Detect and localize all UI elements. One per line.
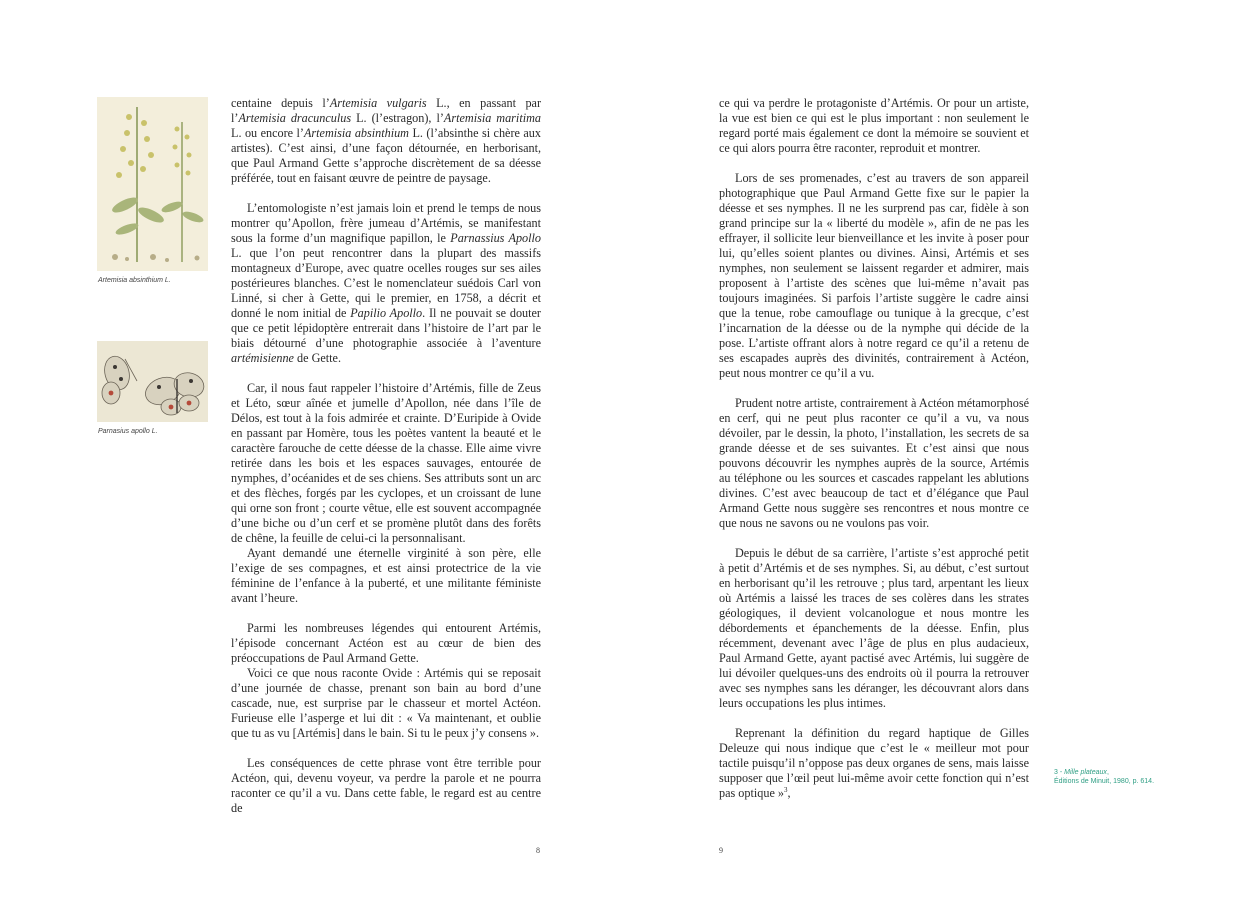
footnote-reference: 3 [784,785,788,794]
paragraph: Lors de ses promenades, c’est au travers de son appareil photographique que Paul Armand Gette fixe sur le papier la déesse et ses nymphes. Il ne les surprend pas car, fidèle à son grand principe sur la « liberté du modèle », afin de ne pas les effrayer, il sollicite leur bienveillance et les invite à poser pour lui, qu’elles soient plantes ou divines. Ainsi, Artémis et ses nymphes, non seulement se laissent regarder et admirer, mais proposent à l’artiste des scènes que lui-même n’avait pas toujours imaginées. Si parfois l’artiste suggère le cadre ainsi que la tenue, robe camouflage ou tunique à la grecque, c’est l’incarnation de la déesse ou de la nymphe qui décide de la pose. L’artiste offrant alors à notre regard ce qu’il a retenu de ses escapades auprès des divinités, contrairement à Actéon, peut nous montrer ce qu’il a vu. [719,171,1029,380]
right-page [629,0,1259,905]
page-number: 9 [719,846,723,855]
paragraph: Car, il nous faut rappeler l’histoire d’Artémis, fille de Zeus et Léto, sœur aînée et jumelle d’Apollon, née dans l’île de Délos, est tout à la fois admirée et crainte. D’Euripide à Ovide en passant par Homère, tous les poètes vantent la beauté et le caractère farouche de cette déesse de la chasse. Elle aime vivre retirée dans les bois et les espaces sauvages, entourée de nymphes, d’océanides et de ses chiens. Ses attributs sont un arc et des flèches, forgés par les cyclopes, et un croissant de lune qui orne son front ; courte vêtue, elle est souvent accompagnée d’une biche ou d’un cerf et se promène plutôt dans des forêts de chêne, la feuille de celui-ci la personnalisant. [231,381,541,545]
paragraph: Voici ce que nous raconte Ovide : Artémis qui se reposait d’une journée de chasse, prenant son bain au bord d’une cascade, nue, est surprise par le chasseur et mortel Actéon. Furieuse elle l’asperge et lui dit : « Va maintenant, et oublie que tu as vu [Artémis] dans le bain. Si tu le peux j’y consens ». [231,666,541,740]
footnote: 3 - Mille plateaux, Éditions de Minuit, 1980, p. 614. [1054,769,1155,785]
left-page [0,0,629,905]
paragraph: Prudent notre artiste, contrairement à Actéon métamorphosé en cerf, qui ne peut plus raconter ce qu’il a vu, va nous dévoiler, par le dessin, la photo, l’installation, les secrets de sa grande déesse et de ses suivantes. Et c’est ainsi que nous pouvons découvrir les nymphes auprès de la source, Artémis au téléphone ou les sources et cascades rappelant les ablutions divines. C’est avec beaucoup de tact et d’élégance que Paul Armand Gette nous suggère ses rencontres et nous montre ce que nous ne savons ou ne voulons pas voir. [719,396,1029,530]
paragraph: Depuis le début de sa carrière, l’artiste s’est approché petit à petit d’Artémis et de ses nymphes. Si, au début, c’est surtout en herborisant qu’il les retrouve ; plus tard, arpentant les lieux où Artémis a laissé les traces de ses colères dans les strates géologiques, il devient volcanologue et nous montre les débordements et épanchements de la déesse. Enfin, plus récemment, devenant avec l’âge de plus en plus audacieux, Paul Armand Gette, ayant pactisé avec Artémis, lui suggère de lui dévoiler quelques-uns des endroits où il pourra la retrouver avec ses nymphes sans les déranger, les découvrant alors dans leurs occupations les plus intimes. [719,546,1029,710]
paragraph: Les conséquences de cette phrase vont être terrible pour Actéon, qui, devenu voyeur, va perdre la parole et ne pourra raconter ce qu’il a vu. Dans cette fable, le regard est au centre de [231,756,541,815]
butterfly-illustration-icon [97,341,208,422]
paragraph: centaine depuis l’Artemisia vulgaris L., en passant par l’Artemisia dracunculus L. (l’estragon), l’Artemisia maritima L. ou encore l’Artemisia absinthium L. (l’absinthe si chère aux artistes). C’est ainsi, d’une façon détournée, en herborisant, que Paul Armand Gette s’approche discrètement de sa déesse préférée, tout en faisant œuvre de peintre de paysage. [231,96,542,185]
text-column-left [231,96,541,816]
artemisia-plant-illustration-icon [97,97,208,271]
paragraph: Ayant demandé une éternelle virginité à son père, elle l’exige de ses compagnes, et est ainsi protectrice de la vie féminine de l’enfance à la puberté, et une militante féministe avant l’heure. [231,546,541,605]
paragraph: Parmi les nombreuses légendes qui entourent Artémis, l’épisode concernant Actéon est au cœur de bien des préoccupations de Paul Armand Gette. [231,621,541,665]
paragraph: Reprenant la définition du regard haptique de Gilles Deleuze qui nous indique que c’est le « meilleur mot pour tactile puisqu’il n’oppose pas deux organes de sens, mais laisse supposer que l’œil peut lui-même avoir cette fonction qui n’est pas optique »$^3$, [719,726,1029,800]
text-column-right [719,96,1029,801]
paragraph: ce qui va perdre le protagoniste d’Artémis. Or pour un artiste, la vue est bien ce qui est le plus important : non seulement le regard porté mais également ce dont la mémoire se souvient et ce qui alors pourra être raconter, reproduit et montrer. [719,96,1029,155]
figure-caption: Parnasius apollo L. [98,428,158,435]
page-number: 8 [536,846,540,855]
paragraph: L’entomologiste n’est jamais loin et prend le temps de nous montrer qu’Apollon, frère jumeau d’Artémis, se manifestant sous la forme d’un magnifique papillon, le Parnassius Apollo L. que l’on peut rencontrer dans la plupart des massifs montagneux d’Europe, avec quatre ocelles rouges sur ses ailes postérieures blanches. C’est le nomenclateur suédois Carl von Linné, si cher à Gette, qui le premier, en 1758, a décrit et donné le nom initial de Papilio Apollo. Il ne pouvait se douter que ce petit lépidoptère entrerait dans l’histoire de l’art par le biais détourné d’une photographie associée à l’aventure artémisienne de Gette. [231,201,541,365]
figure-caption: Artemisia absinthium L. [98,277,171,284]
